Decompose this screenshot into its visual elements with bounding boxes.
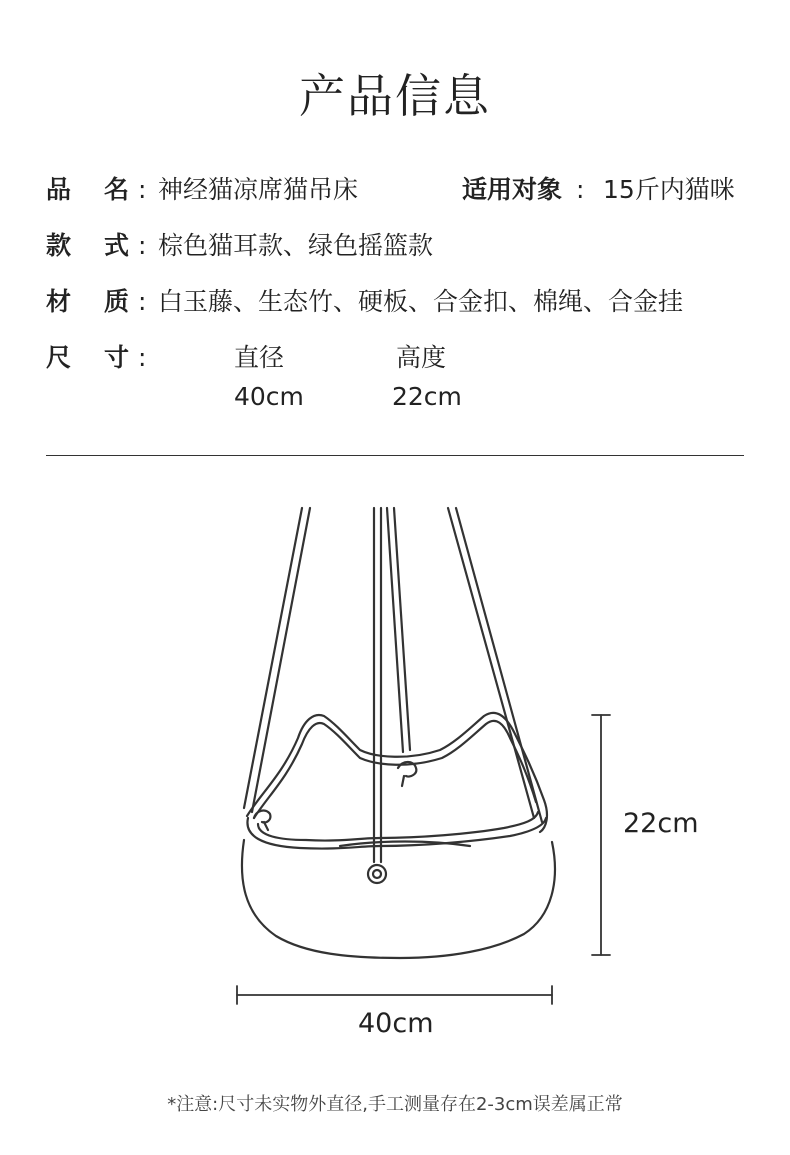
hammock-outline-icon (242, 713, 555, 958)
spec-value-material: 白玉藤、生态竹、硬板、合金扣、棉绳、合金挂 (158, 287, 684, 316)
spec-value-audience: 15斤内猫咪 (603, 175, 735, 204)
spec-colon: : (138, 231, 147, 260)
spec-label-audience: 适用对象 (462, 175, 563, 204)
height-dimension-label: 22cm (623, 808, 699, 839)
spec-colon: : (138, 343, 147, 372)
spec-colon: : (138, 287, 147, 316)
spec-label-style-a: 款 (46, 231, 72, 260)
rope-knot-icon (254, 762, 416, 883)
spec-value-style: 棕色猫耳款、绿色摇篮款 (158, 231, 434, 260)
size-diameter-label: 直径 (234, 343, 285, 372)
spec-label-material-b: 质 (104, 287, 130, 316)
footnote: *注意:尺寸未实物外直径,手工测量存在2-3cm误差属正常 (167, 1094, 623, 1115)
spec-label-material-a: 材 (46, 287, 72, 316)
spec-colon: : (138, 175, 147, 204)
page-title: 产品信息 (299, 69, 491, 123)
size-height-label: 高度 (396, 343, 447, 372)
spec-label-name-a: 品 (46, 175, 72, 204)
size-diameter-value: 40cm (234, 382, 304, 411)
spec-label-name-b: 名 (104, 175, 130, 204)
spec-label-size-a: 尺 (46, 343, 72, 372)
hammock-diagram (0, 480, 790, 1040)
size-height-value: 22cm (392, 382, 462, 411)
section-divider (46, 455, 744, 456)
spec-colon: : (576, 175, 585, 204)
spec-label-size-b: 寸 (104, 343, 130, 372)
spec-label-style-b: 式 (104, 231, 130, 260)
spec-value-name: 神经猫凉席猫吊床 (158, 175, 359, 204)
hanging-ropes-icon (244, 508, 542, 862)
width-dimension-label: 40cm (358, 1008, 434, 1039)
